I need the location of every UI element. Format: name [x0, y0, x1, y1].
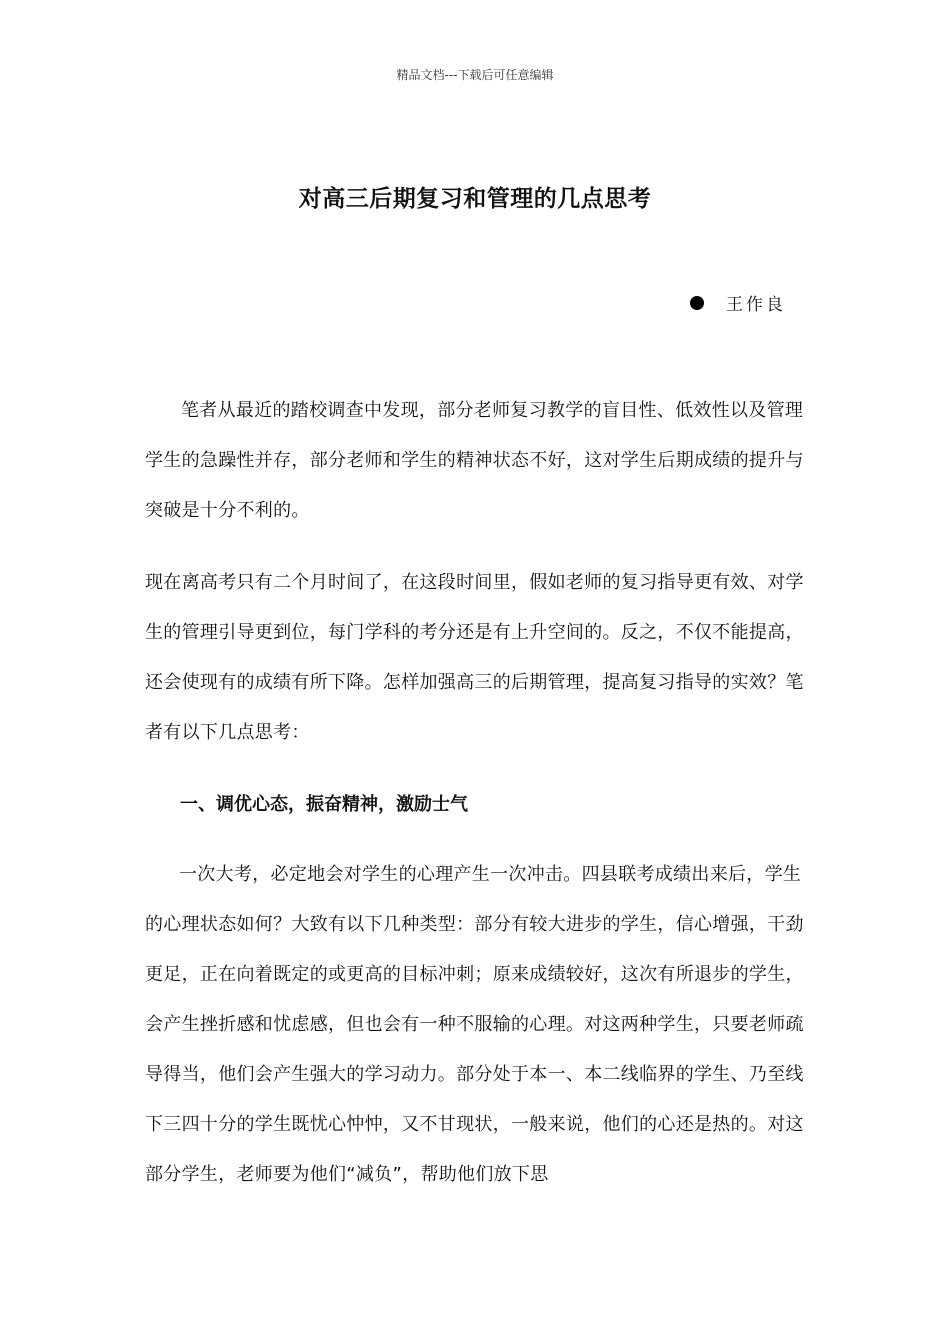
author-name: 王作良	[726, 295, 786, 315]
document-title: 对高三后期复习和管理的几点思考	[298, 186, 652, 212]
paragraph-1: 笔者从最近的踏校调查中发现，部分老师复习教学的盲目性、低效性以及管理学生的急躁性并存，部分老师和学生的精神状态不好，这对学生后期成绩的提升与突破是十分不利的。	[145, 400, 804, 521]
author-line	[690, 290, 786, 315]
bullet-icon	[690, 296, 704, 310]
section-heading-1: 一、调优心态，振奋精神，激励士气	[180, 794, 468, 815]
header-note: 精品文档---下载后可任意编辑	[396, 68, 554, 82]
paragraph-2: 现在离高考只有二个月时间了，在这段时间里，假如老师的复习指导更有效、对学生的管理引导更到位，每门学科的考分还是有上升空间的。反之，不仅不能提高，还会使现有的成绩有所下降。怎样加强高三的后期管理，提高复习指导的实效？笔者有以下几点思考：	[145, 572, 804, 743]
section-1-paragraph: 一次大考，必定地会对学生的心理产生一次冲击。四县联考成绩出来后，学生的心理状态如何？大致有以下几种类型：部分有较大进步的学生，信心增强，干劲更足，正在向着既定的或更高的目标冲刺；原来成绩较好，这次有所退步的学生，会产生挫折感和忧虑感，但也会有一种不服输的心理。对这两种学生，只要老师疏导得当，他们会产生强大的学习动力。部分处于本一、本二线临界的学生、乃至线下三四十分的学生既忧心忡忡，又不甘现状，一般来说，他们的心还是热的。对这部分学生，老师要为他们“减负”，帮助他们放下思	[145, 864, 804, 1185]
